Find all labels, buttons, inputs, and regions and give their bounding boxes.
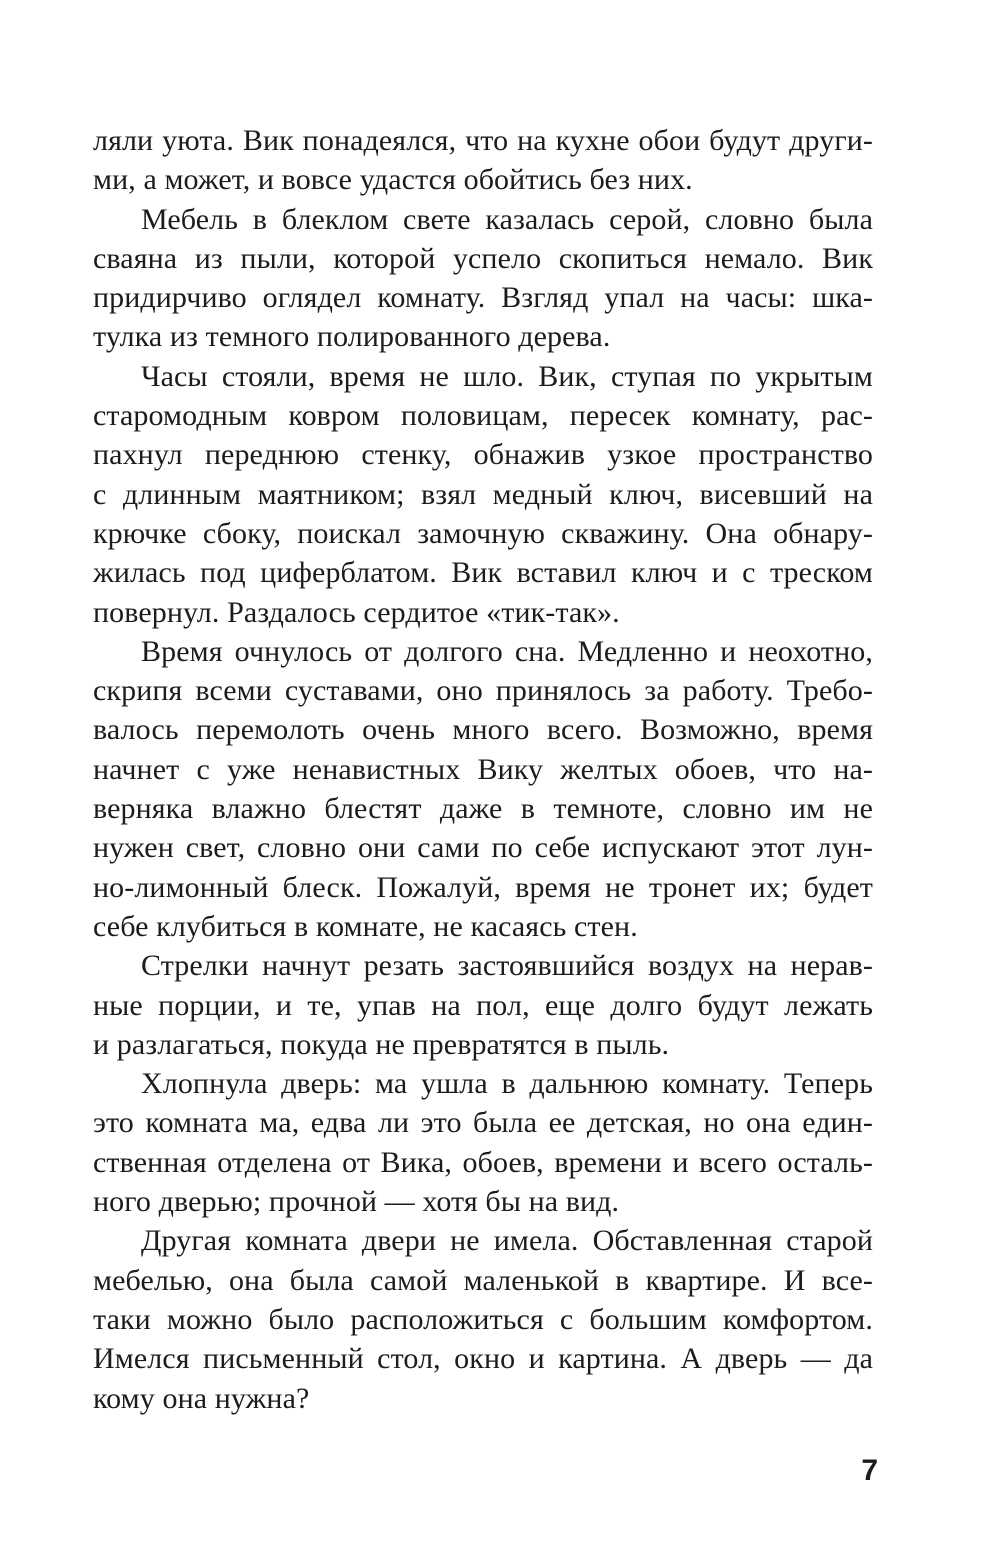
text-line: но-лимонный блеск. Пожалуй, время не тронет их; будет — [93, 870, 873, 904]
paragraph-6 — [93, 1064, 873, 1221]
text-line: пахнул переднюю стенку, обнажив узкое пространство — [93, 438, 873, 472]
paragraph-7 — [93, 1221, 873, 1417]
body-text — [93, 121, 873, 1418]
text-line: Мебель в блеклом свете казалась серой, словно была — [141, 202, 873, 236]
paragraph-2 — [93, 200, 873, 357]
text-line: ляли уюта. Вик понадеялся, что на кухне обои будут други- — [93, 124, 873, 157]
page-number: 7 — [861, 1454, 878, 1487]
text-line: валось перемолоть очень много всего. Возможно, время — [93, 713, 873, 747]
text-line: сваяна из пыли, которой успело скопиться немало. Вик — [93, 241, 873, 275]
text-line: Хлопнула дверь: ма ушла в дальнюю комнату. Теперь — [141, 1067, 873, 1101]
text-line: Другая комната двери не имела. Обставленная старой — [141, 1224, 873, 1258]
paragraph-5 — [93, 946, 873, 1064]
text-line: старомодным ковром половицам, пересек комнату, рас- — [93, 399, 873, 433]
text-line: Время очнулось от долгого сна. Медленно и неохотно, — [141, 634, 873, 668]
text-line: мебелью, она была самой маленькой в квартире. И все- — [93, 1263, 873, 1297]
text-line: ного дверью; прочной — хотя бы на вид. — [93, 1185, 620, 1219]
text-line: Часы стояли, время не шло. Вик, ступая по укрытым — [141, 359, 873, 393]
text-line: Имелся письменный стол, окно и картина. А дверь — да — [93, 1342, 873, 1376]
text-line: придирчиво оглядел комнату. Взгляд упал на часы: шка- — [93, 281, 873, 315]
text-line: ственная отделена от Вика, обоев, времени и всего осталь- — [93, 1145, 873, 1179]
text-line: это комната ма, едва ли это была ее детская, но она един- — [93, 1106, 873, 1140]
text-line: ные порции, и те, упав на пол, еще долго будут лежать — [93, 988, 873, 1022]
text-line: начнет с уже ненавистных Вику желтых обоев, что на- — [93, 752, 873, 786]
text-line: тулка из темного полированного дерева. — [93, 320, 611, 354]
text-line: жилась под циферблатом. Вик вставил ключ и с треском — [93, 556, 873, 590]
text-line: верняка влажно блестят даже в темноте, словно им не — [93, 792, 873, 826]
paragraph-4 — [93, 632, 873, 946]
paragraph-3 — [93, 357, 873, 632]
text-line: повернул. Раздалось сердитое «тик-так». — [93, 595, 620, 629]
text-line: Стрелки начнут резать застоявшийся воздух на нерав- — [141, 949, 873, 983]
text-line: ми, а может, и вовсе удастся обойтись без них. — [93, 163, 693, 197]
text-line: крючке сбоку, поискал замочную скважину. Она обнару- — [93, 516, 873, 550]
text-line: скрипя всеми суставами, оно принялось за работу. Требо- — [93, 674, 873, 708]
text-line: кому она нужна? — [93, 1381, 310, 1415]
text-line: себе клубиться в комнате, не касаясь стен. — [93, 909, 638, 943]
text-line: с длинным маятником; взял медный ключ, висевший на — [93, 477, 873, 511]
paragraph-1 — [93, 121, 873, 200]
text-line: нужен свет, словно они сами по себе испускают этот лун- — [93, 831, 873, 865]
text-line: таки можно было расположиться с большим комфортом. — [93, 1302, 873, 1336]
text-line: и разлагаться, покуда не превратятся в пыль. — [93, 1027, 670, 1061]
